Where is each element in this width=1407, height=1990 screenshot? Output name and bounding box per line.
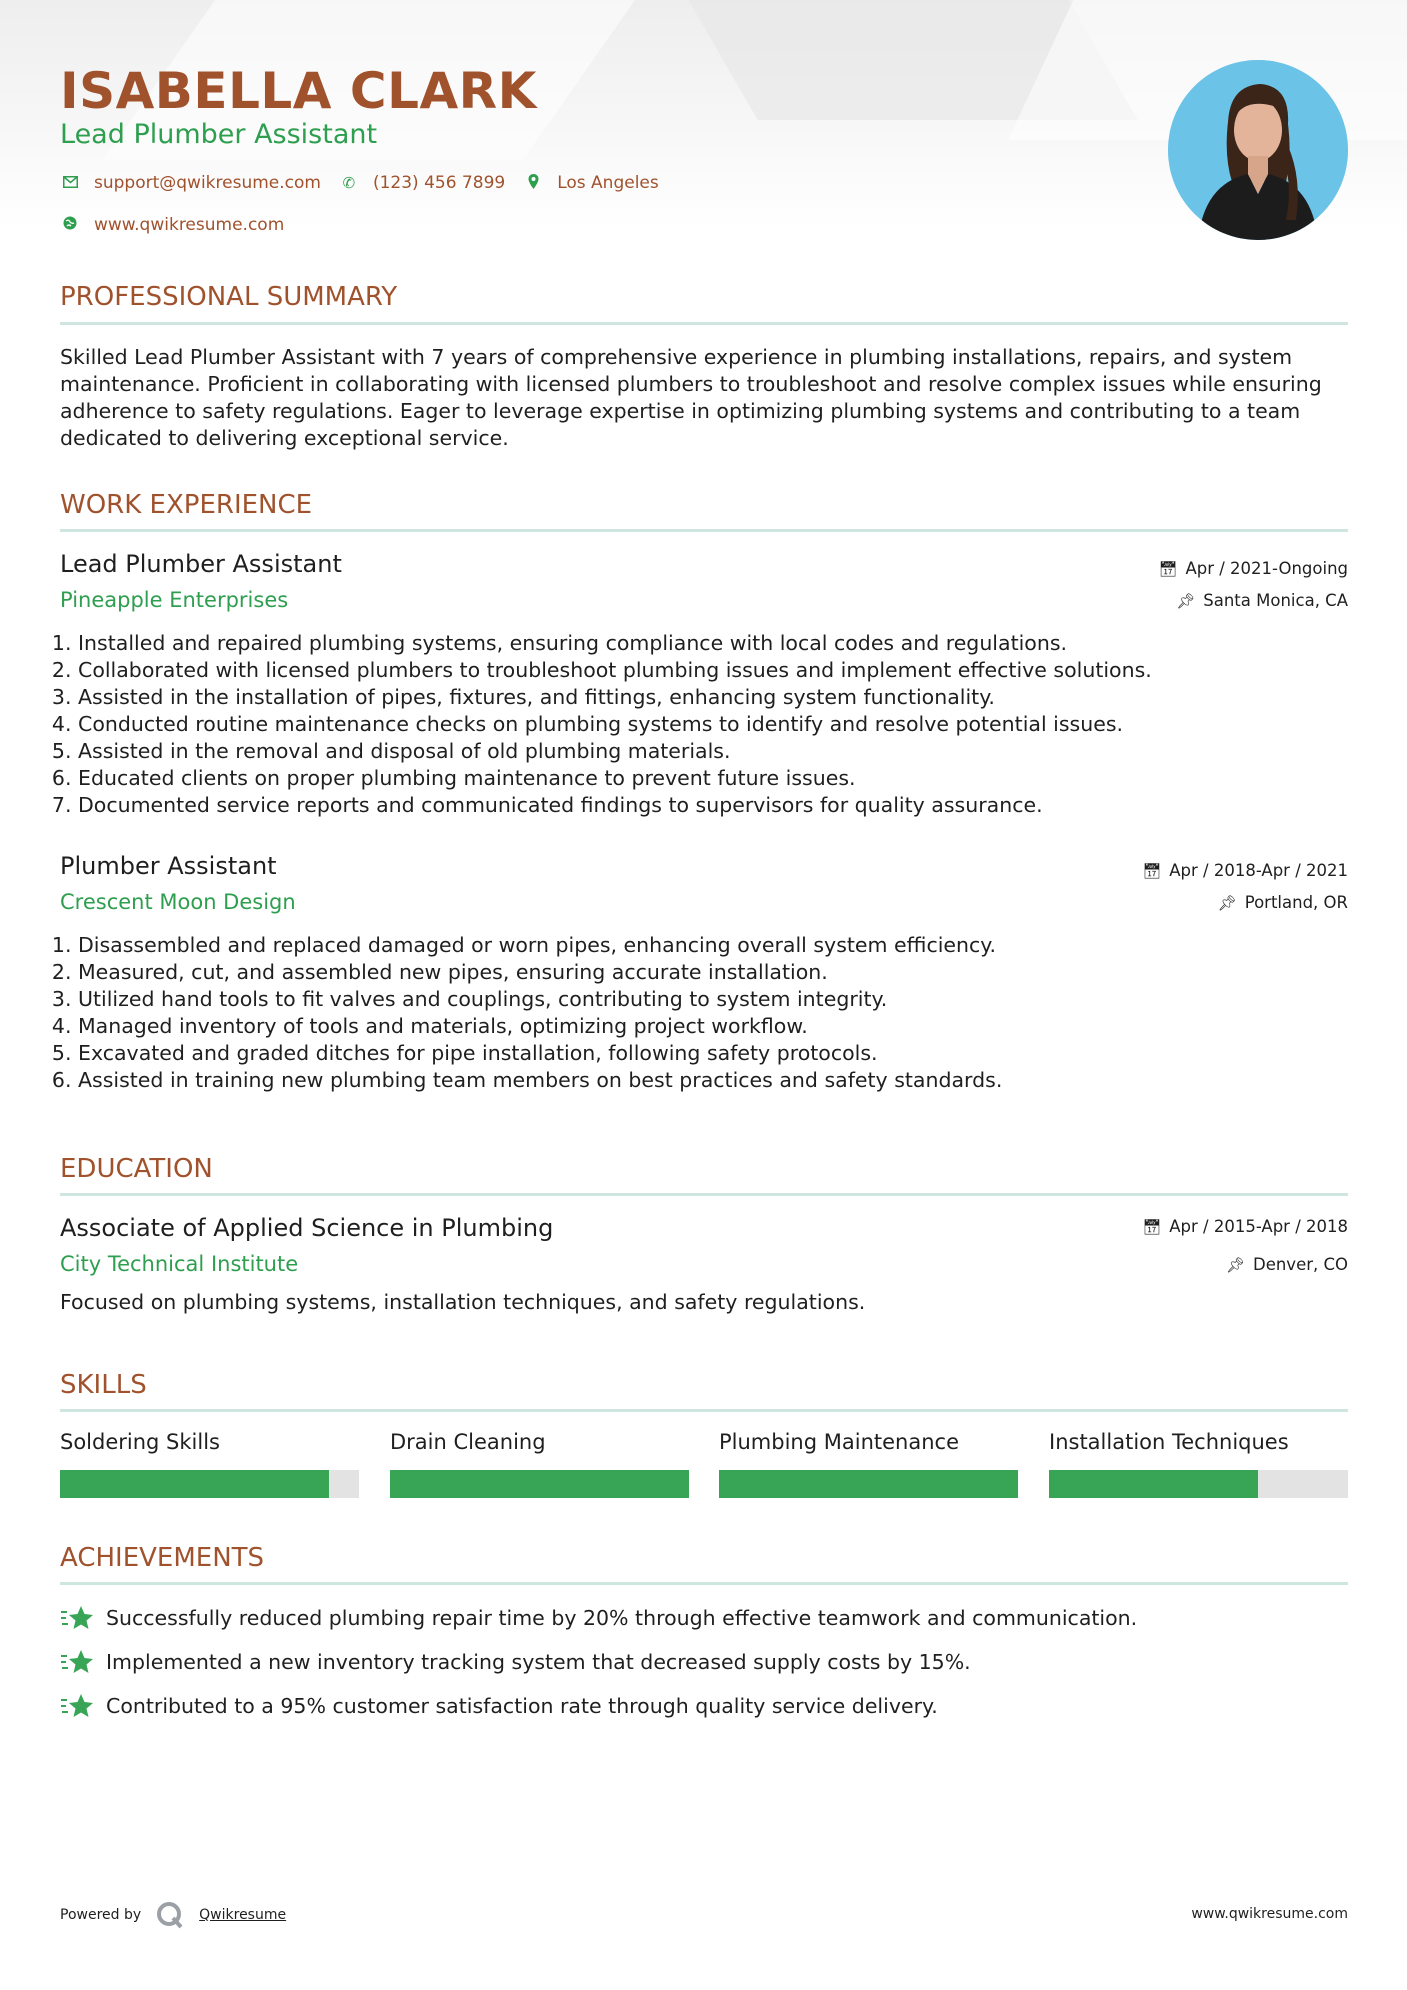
job-location-text: Portland, OR bbox=[1244, 893, 1348, 912]
achievement-text: Implemented a new inventory tracking system that decreased supply costs by 15%. bbox=[106, 1650, 971, 1674]
skill-item bbox=[1049, 1430, 1348, 1454]
globe-icon bbox=[60, 216, 80, 234]
list-item: 7. Documented service reports and communicated findings to supervisors for quality assurance. bbox=[78, 792, 1348, 819]
job-location bbox=[1218, 893, 1348, 912]
achievement-item bbox=[60, 1647, 971, 1677]
star-icon bbox=[60, 1647, 96, 1677]
skill-bar-fill bbox=[1049, 1470, 1258, 1498]
job-bullets bbox=[60, 630, 1348, 819]
star-icon bbox=[60, 1691, 96, 1721]
job-dates-text: Apr / 2018-Apr / 2021 bbox=[1169, 861, 1348, 880]
list-item: 4. Managed inventory of tools and materials, optimizing project workflow. bbox=[78, 1013, 1348, 1040]
website-link[interactable]: www.qwikresume.com bbox=[94, 215, 285, 235]
degree-title: Associate of Applied Science in Plumbing bbox=[60, 1214, 554, 1242]
job-company: Pineapple Enterprises bbox=[60, 588, 289, 612]
experience-heading: WORK EXPERIENCE bbox=[60, 490, 313, 520]
list-item: 6. Assisted in training new plumbing team members on best practices and safety standards. bbox=[78, 1067, 1348, 1094]
list-item: 6. Educated clients on proper plumbing maintenance to prevent future issues. bbox=[78, 765, 1348, 792]
list-item: 1. Installed and repaired plumbing systems, ensuring compliance with local codes and regulations. bbox=[78, 630, 1348, 657]
summary-heading: PROFESSIONAL SUMMARY bbox=[60, 282, 398, 312]
job-title: Plumber Assistant bbox=[60, 852, 277, 880]
profile-photo bbox=[1168, 60, 1348, 240]
phone-icon: ✆ bbox=[342, 174, 356, 192]
skill-bar-fill bbox=[719, 1470, 1018, 1498]
skill-bar bbox=[719, 1470, 1018, 1498]
contact-row bbox=[60, 173, 659, 193]
powered-by-label: Powered by bbox=[60, 1907, 142, 1923]
qwikresume-logo-icon bbox=[155, 1900, 185, 1930]
job-location bbox=[1176, 591, 1348, 610]
achievement-item bbox=[60, 1603, 1137, 1633]
star-icon bbox=[60, 1603, 96, 1633]
calendar-icon: 📅︎ bbox=[1142, 861, 1162, 880]
skill-bar bbox=[60, 1470, 359, 1498]
achievement-text: Contributed to a 95% customer satisfaction rate through quality service delivery. bbox=[106, 1694, 938, 1718]
candidate-title: Lead Plumber Assistant bbox=[60, 119, 378, 150]
achievement-text: Successfully reduced plumbing repair time by 20% through effective teamwork and communication. bbox=[106, 1606, 1138, 1630]
summary-text: Skilled Lead Plumber Assistant with 7 years of comprehensive experience in plumbing installations, repairs, and system maintenance. Proficient in collaborating with licensed plumbers to troubleshoot and resolve complex issues while ensuring adherence to safety regulations. Eager to leverage expertise in optimizing plumbing systems and contributing to a team dedicated to delivering exceptional service. bbox=[60, 345, 1322, 450]
skill-label: Installation Techniques bbox=[1049, 1430, 1289, 1454]
skill-bar-fill bbox=[390, 1470, 689, 1498]
job-company: Crescent Moon Design bbox=[60, 890, 296, 914]
candidate-name: ISABELLA CLARK bbox=[60, 62, 537, 120]
achievements-divider bbox=[60, 1582, 1348, 1585]
skill-bar bbox=[390, 1470, 689, 1498]
map-pin-icon bbox=[523, 174, 543, 193]
envelope-icon bbox=[60, 174, 80, 192]
footer-powered-by bbox=[60, 1900, 286, 1930]
skill-label: Plumbing Maintenance bbox=[719, 1430, 959, 1454]
skill-label: Soldering Skills bbox=[60, 1430, 220, 1454]
skill-bar-fill bbox=[60, 1470, 329, 1498]
skill-label: Drain Cleaning bbox=[390, 1430, 546, 1454]
education-dates bbox=[1142, 1217, 1348, 1236]
education-dates-text: Apr / 2015-Apr / 2018 bbox=[1169, 1217, 1348, 1236]
calendar-icon: 📅︎ bbox=[1158, 559, 1178, 578]
calendar-icon: 📅︎ bbox=[1142, 1217, 1162, 1236]
email-link[interactable]: support@qwikresume.com bbox=[94, 173, 321, 193]
summary-divider bbox=[60, 322, 1348, 325]
pushpin-icon: 📌︎ bbox=[1176, 591, 1196, 610]
job-bullets bbox=[60, 932, 1348, 1094]
list-item: 4. Conducted routine maintenance checks on plumbing systems to identify and resolve potential issues. bbox=[78, 711, 1348, 738]
skills-divider bbox=[60, 1409, 1348, 1412]
job-dates bbox=[1142, 861, 1348, 880]
education-heading: EDUCATION bbox=[60, 1154, 213, 1184]
job-dates bbox=[1158, 559, 1348, 578]
job-dates-text: Apr / 2021-Ongoing bbox=[1185, 559, 1348, 578]
skill-bar bbox=[1049, 1470, 1348, 1498]
skills-heading: SKILLS bbox=[60, 1370, 147, 1400]
pushpin-icon: 📌︎ bbox=[1225, 1255, 1245, 1274]
education-divider bbox=[60, 1193, 1348, 1196]
list-item: 2. Collaborated with licensed plumbers to troubleshoot plumbing issues and implement effective solutions. bbox=[78, 657, 1348, 684]
achievements-heading: ACHIEVEMENTS bbox=[60, 1543, 265, 1573]
education-location-text: Denver, CO bbox=[1252, 1255, 1348, 1274]
education-description: Focused on plumbing systems, installation techniques, and safety regulations. bbox=[60, 1290, 866, 1314]
skill-item bbox=[719, 1430, 1018, 1454]
website-row bbox=[60, 215, 284, 235]
list-item: 1. Disassembled and replaced damaged or worn pipes, enhancing overall system efficiency. bbox=[78, 932, 1348, 959]
skill-item bbox=[60, 1430, 359, 1454]
footer-url[interactable]: www.qwikresume.com bbox=[1191, 1906, 1348, 1922]
list-item: 5. Excavated and graded ditches for pipe installation, following safety protocols. bbox=[78, 1040, 1348, 1067]
job-title: Lead Plumber Assistant bbox=[60, 550, 342, 578]
experience-divider bbox=[60, 529, 1348, 532]
pushpin-icon: 📌︎ bbox=[1217, 893, 1237, 912]
list-item: 3. Assisted in the installation of pipes, fixtures, and fittings, enhancing system functionality. bbox=[78, 684, 1348, 711]
school-name: City Technical Institute bbox=[60, 1252, 299, 1276]
achievement-item bbox=[60, 1691, 938, 1721]
education-location bbox=[1226, 1255, 1348, 1274]
qwikresume-link[interactable]: Qwikresume bbox=[199, 1907, 287, 1923]
phone-text: (123) 456 7899 bbox=[372, 173, 506, 193]
list-item: 2. Measured, cut, and assembled new pipes, ensuring accurate installation. bbox=[78, 959, 1348, 986]
location-text: Los Angeles bbox=[557, 173, 659, 193]
list-item: 5. Assisted in the removal and disposal of old plumbing materials. bbox=[78, 738, 1348, 765]
list-item: 3. Utilized hand tools to fit valves and couplings, contributing to system integrity. bbox=[78, 986, 1348, 1013]
skill-item bbox=[390, 1430, 689, 1454]
job-location-text: Santa Monica, CA bbox=[1203, 591, 1348, 610]
